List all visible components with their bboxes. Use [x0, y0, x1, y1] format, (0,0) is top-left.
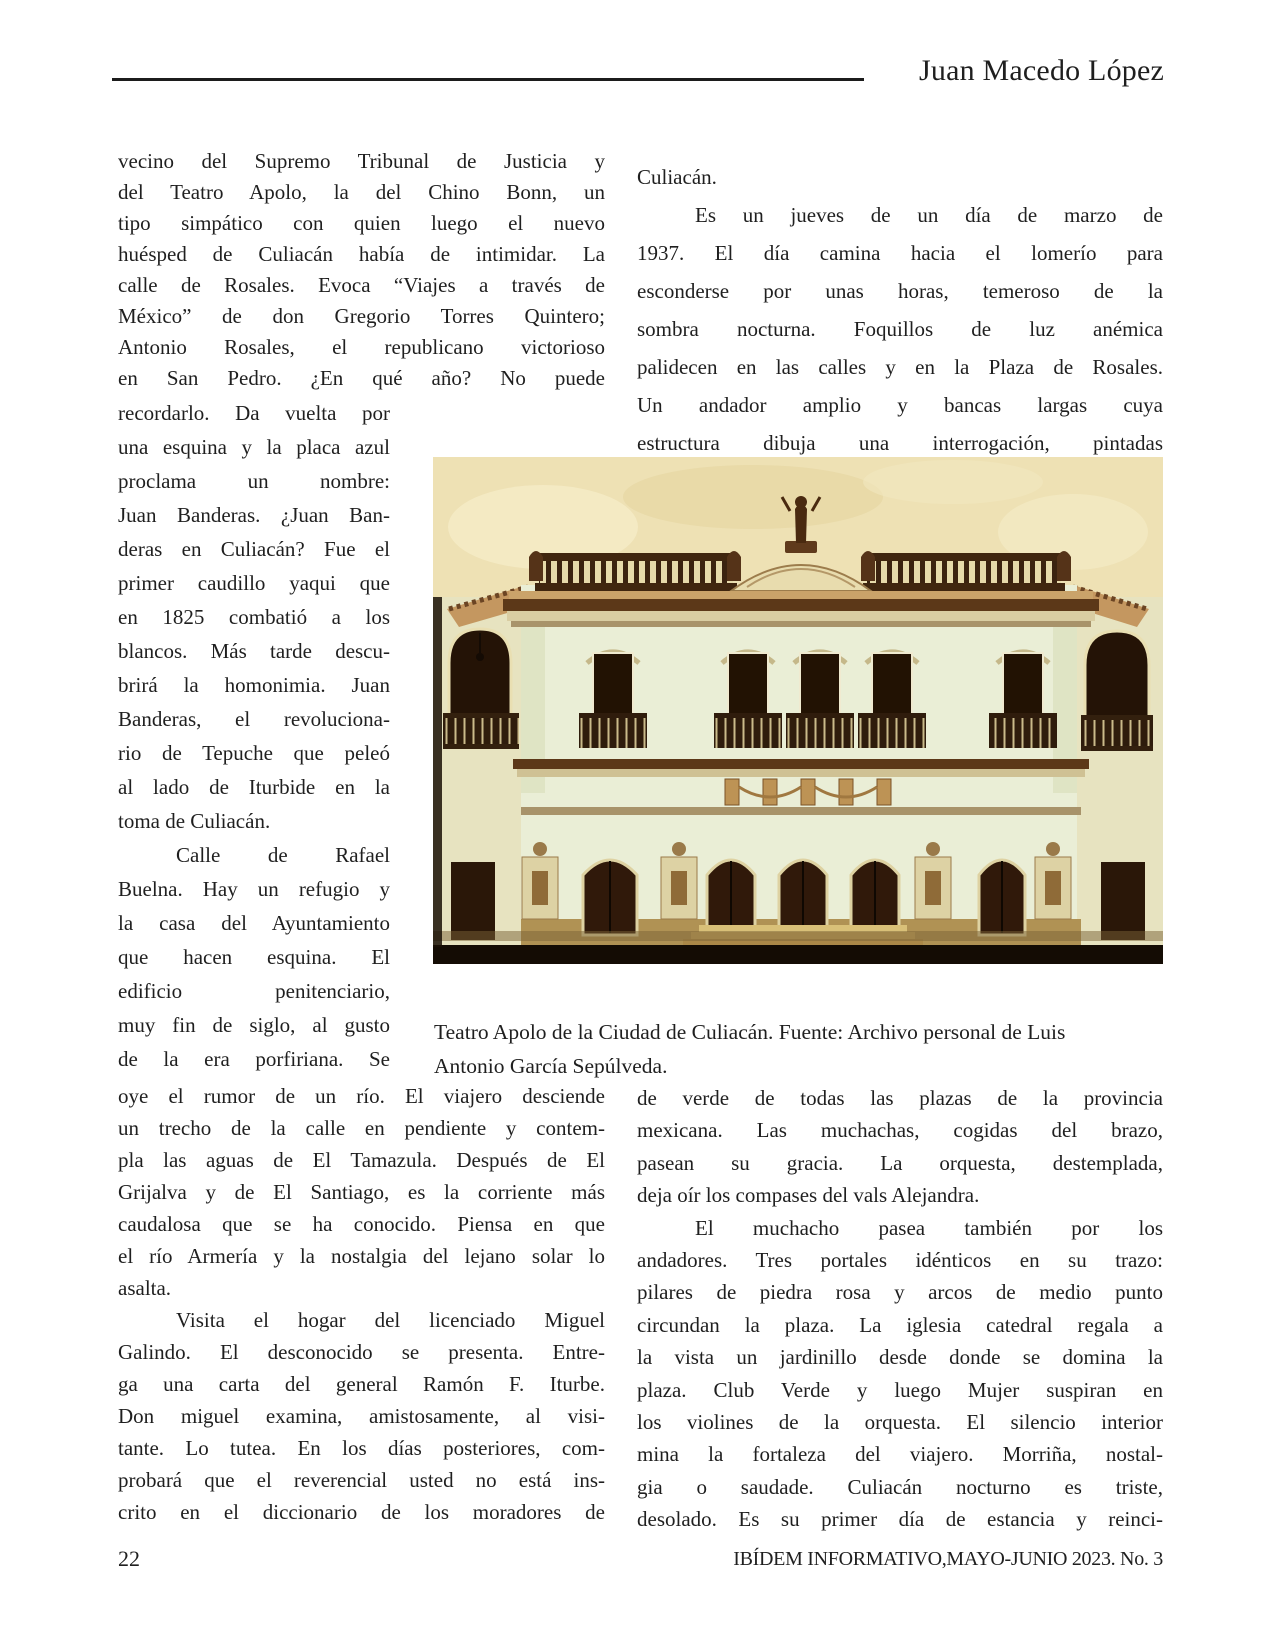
figure-caption — [434, 1016, 1179, 1083]
text-line: plaza. Club Verde y luego Mujer suspiran en — [637, 1377, 1163, 1402]
text-line: caudalosa que se ha conocido. Piensa en que — [118, 1212, 605, 1236]
text-line: huésped de Culiacán había de intimidar. La — [118, 242, 605, 266]
text-line: al lado de Iturbide en la — [118, 775, 390, 799]
text-line: primer caudillo yaqui que — [118, 571, 390, 595]
text-line: mexicana. Las muchachas, cogidas del brazo, — [637, 1118, 1163, 1143]
header-rule — [112, 78, 864, 81]
text-line: de la era porfiriana. Se — [118, 1047, 390, 1071]
text-line: Calle de Rafael — [176, 843, 390, 867]
text-line: Teatro Apolo de la Ciudad de Culiacán. Fuente: Archivo personal de Luis — [434, 1020, 1066, 1044]
text-line: de verde de todas las plazas de la provincia — [637, 1086, 1163, 1110]
text-line: deja oír los compases del vals Alejandra. — [637, 1183, 980, 1208]
text-line: un trecho de la calle en pendiente y contem- — [118, 1116, 605, 1140]
page-number: 22 — [118, 1546, 140, 1571]
text-line: que hacen esquina. El — [118, 945, 390, 969]
text-line: muy fin de siglo, al gusto — [118, 1013, 390, 1037]
right-column-top-text — [637, 158, 1163, 462]
text-line: edificio penitenciario, — [118, 979, 390, 1003]
text-line: pasean su gracia. La orquesta, destemplada, — [637, 1150, 1163, 1175]
text-line: la vista un jardinillo desde donde se domina la — [637, 1345, 1163, 1370]
photo-left-edge-shadow — [433, 597, 442, 947]
text-line: Visita el hogar del licenciado Miguel — [176, 1308, 605, 1332]
text-line: brirá la homonimia. Juan — [118, 673, 390, 697]
text-line: crito en el diccionario de los moradores de — [118, 1500, 605, 1524]
footer-issue-info: IBÍDEM INFORMATIVO,MAYO-JUNIO 2023. No. 3 — [733, 1548, 1163, 1570]
text-line: vecino del Supremo Tribunal de Justicia y — [118, 149, 605, 173]
text-line: Un andador amplio y bancas largas cuya — [637, 393, 1163, 417]
text-line: Juan Banderas. ¿Juan Ban- — [118, 503, 390, 527]
text-line: gia o saudade. Culiacán nocturno es triste, — [637, 1474, 1163, 1499]
text-line: deras en Culiacán? Fue el — [118, 537, 390, 561]
text-line: en San Pedro. ¿En qué año? No puede — [118, 366, 605, 390]
text-line: ga una carta del general Ramón F. Iturbe. — [118, 1372, 605, 1396]
text-line: Banderas, el revoluciona- — [118, 707, 390, 731]
left-column-top-text — [118, 146, 605, 394]
text-line: recordarlo. Da vuelta por — [118, 401, 390, 425]
text-line: Galindo. El desconocido se presenta. Entre- — [118, 1340, 605, 1364]
text-line: Culiacán. — [637, 165, 717, 189]
text-line: palidecen en las calles y en la Plaza de Rosales. — [637, 355, 1163, 379]
text-line: calle de Rosales. Evoca “Viajes a través de — [118, 273, 605, 297]
text-line: sombra nocturna. Foquillos de luz anémica — [637, 317, 1163, 341]
photo-top-cornice — [503, 591, 1099, 627]
page-header-author: Juan Macedo López — [919, 54, 1164, 87]
text-line: en 1825 combatió a los — [118, 605, 390, 629]
text-line: probará que el reverencial usted no está ins- — [118, 1468, 605, 1492]
left-column-bottom-text — [118, 1080, 605, 1528]
text-line: rio de Tepuche que peleó — [118, 741, 390, 765]
text-line: Es un jueves de un día de marzo de — [695, 203, 1163, 227]
text-line: asalta. — [118, 1276, 172, 1300]
photo-ground-shade — [433, 931, 1163, 941]
left-column-narrow-text — [118, 396, 390, 1076]
text-line: Don miguel examina, amistosamente, al visi- — [118, 1404, 605, 1428]
text-line: desolado. Es su primer día de estancia y reinci- — [637, 1507, 1163, 1532]
text-line: el río Armería y la nostalgia del lejano solar lo — [118, 1244, 605, 1268]
text-line: andadores. Tres portales idénticos en su trazo: — [637, 1248, 1163, 1273]
text-line: pilares de piedra rosa y arcos de medio punto — [637, 1280, 1163, 1305]
text-line: los violines de la orquesta. El silencio interior — [637, 1410, 1163, 1435]
text-line: Grijalva y de El Santiago, es la corriente más — [118, 1180, 605, 1204]
text-line: esconderse por unas horas, temeroso de la — [637, 279, 1163, 303]
photo-bottom-strip — [433, 945, 1163, 964]
text-line: pla las aguas de El Tamazula. Después de El — [118, 1148, 605, 1172]
text-line: del Teatro Apolo, la del Chino Bonn, un — [118, 180, 605, 204]
text-line: una esquina y la placa azul — [118, 435, 390, 459]
text-line: proclama un nombre: — [118, 469, 390, 493]
text-line: 1937. El día camina hacia el lomerío para — [637, 241, 1163, 265]
right-column-bottom-text — [637, 1082, 1163, 1536]
text-line: México” de don Gregorio Torres Quintero; — [118, 304, 605, 328]
text-line: estructura dibuja una interrogación, pintadas — [637, 431, 1163, 455]
teatro-apolo-photo — [433, 457, 1163, 964]
teatro-apolo-photo-svg — [433, 457, 1163, 964]
text-line: tante. Lo tutea. En los días posteriores, com- — [118, 1436, 605, 1460]
text-line: Buelna. Hay un refugio y — [118, 877, 390, 901]
text-line: toma de Culiacán. — [118, 809, 271, 833]
text-line: Antonio García Sepúlveda. — [434, 1053, 668, 1078]
text-line: blancos. Más tarde descu- — [118, 639, 390, 663]
text-line: Antonio Rosales, el republicano victorioso — [118, 335, 605, 359]
text-line: El muchacho pasea también por los — [695, 1215, 1163, 1240]
text-line: la casa del Ayuntamiento — [118, 911, 390, 935]
text-line: oye el rumor de un río. El viajero desciende — [118, 1084, 605, 1108]
text-line: tipo simpático con quien luego el nuevo — [118, 211, 605, 235]
text-line: circundan la plaza. La iglesia catedral regala a — [637, 1312, 1163, 1337]
text-line: mina la fortaleza del viajero. Morriña, nostal- — [637, 1442, 1163, 1467]
